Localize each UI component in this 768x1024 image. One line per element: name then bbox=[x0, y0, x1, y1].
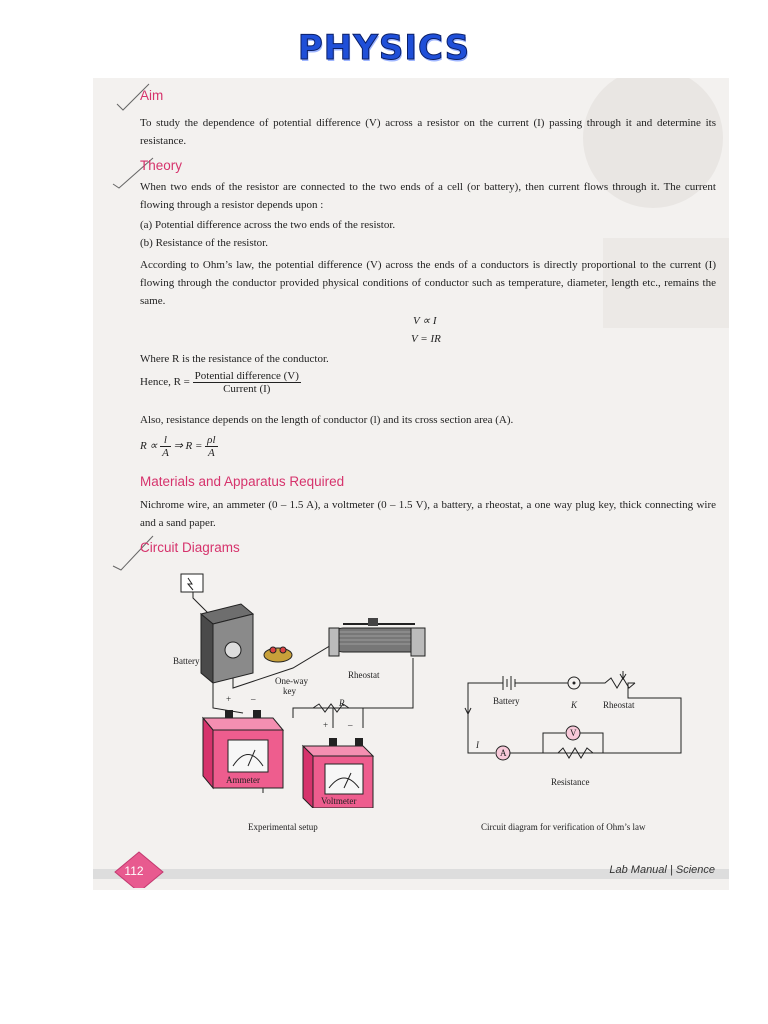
frac-numerator: ρl bbox=[207, 434, 216, 446]
footer-brand bbox=[609, 864, 715, 876]
schematic-label-v: V bbox=[570, 728, 577, 738]
schematic-label-k: K bbox=[571, 700, 578, 710]
page-number: 112 bbox=[124, 864, 144, 878]
equation-resistivity-mid: ⇒ R = bbox=[173, 440, 203, 453]
equation-resistance-prefix: Hence, R = bbox=[140, 376, 190, 389]
caption-experimental-setup: Experimental setup bbox=[248, 822, 318, 832]
schematic-label-battery: Battery bbox=[493, 696, 520, 706]
label-voltmeter: Voltmeter bbox=[321, 796, 357, 806]
aim-text: To study the dependence of potential difference (V) across a resistor on the current (I) passing through it and determine its resistance. bbox=[140, 117, 716, 147]
theory-paragraph-1: When two ends of the resistor are connected to the two ends of a cell (or battery), then current flows through it. The current flowing through a resistor depends upon : bbox=[140, 181, 716, 211]
theory-where: Where R is the resistance of the conductor. bbox=[140, 353, 329, 365]
scanned-page bbox=[93, 78, 729, 890]
frac-numerator: l bbox=[160, 434, 171, 447]
schematic-label-current: I bbox=[476, 740, 479, 750]
label-ammeter: Ammeter bbox=[226, 775, 260, 785]
equation-resistivity-lhs: R ∝ bbox=[140, 440, 158, 453]
theory-heading: Theory bbox=[140, 158, 183, 173]
footer-book: Lab Manual bbox=[609, 864, 667, 876]
equation-proportional: V ∝ I bbox=[413, 315, 437, 327]
frac-denominator: A bbox=[162, 447, 169, 459]
footer-separator: | bbox=[669, 864, 673, 876]
circuit-heading: Circuit Diagrams bbox=[140, 540, 240, 555]
label-oneway: One-way bbox=[275, 676, 308, 686]
page-banner-title: PHYSICS bbox=[297, 28, 471, 68]
label-r: R bbox=[339, 698, 345, 708]
materials-heading: Materials and Apparatus Required bbox=[140, 474, 345, 489]
schematic-label-a: A bbox=[500, 748, 507, 758]
label-rheostat: Rheostat bbox=[348, 670, 380, 680]
label-battery: Battery bbox=[173, 656, 200, 666]
caption-circuit-diagram: Circuit diagram for verification of Ohm’s law bbox=[481, 822, 646, 832]
label-minus: – bbox=[251, 694, 256, 704]
frac-denominator: A bbox=[207, 447, 215, 459]
theory-item-b: (b) Resistance of the resistor. bbox=[140, 237, 268, 249]
footer-band bbox=[93, 838, 729, 888]
materials-text: Nichrome wire, an ammeter (0 – 1.5 A), a voltmeter (0 – 1.5 V), a battery, a rheostat, a one way plug key, thick connecting wire and a sand paper. bbox=[140, 499, 716, 529]
page-footer bbox=[93, 838, 729, 888]
equation-ohms-law: V = IR bbox=[411, 333, 441, 345]
aim-heading: Aim bbox=[140, 88, 164, 103]
label-plus: + bbox=[323, 720, 329, 730]
equation-resistance-denominator: Current (I) bbox=[223, 383, 271, 395]
label-plus: + bbox=[226, 694, 232, 704]
label-key: key bbox=[283, 686, 296, 696]
schematic-label-resistance: Resistance bbox=[551, 777, 590, 787]
theory-item-a: (a) Potential difference across the two ends of the resistor. bbox=[140, 219, 396, 231]
theory-paragraph-2: According to Ohm’s law, the potential difference (V) across the ends of a conductors is directly proportional to the current (I) flowing through the conductor provided physical conditions of conductor such as temperature, diameter, length etc., remains the same. bbox=[140, 259, 716, 307]
equation-resistance-numerator: Potential difference (V) bbox=[194, 370, 299, 382]
equation-resistivity bbox=[140, 434, 218, 459]
equation-resistance bbox=[140, 370, 301, 395]
label-minus: – bbox=[348, 720, 353, 730]
schematic-label-rheostat: Rheostat bbox=[603, 700, 635, 710]
footer-subject: Science bbox=[675, 864, 715, 876]
experimental-setup-illustration bbox=[93, 558, 729, 808]
theory-also: Also, resistance depends on the length of conductor (l) and its cross section area (A). bbox=[140, 414, 514, 426]
